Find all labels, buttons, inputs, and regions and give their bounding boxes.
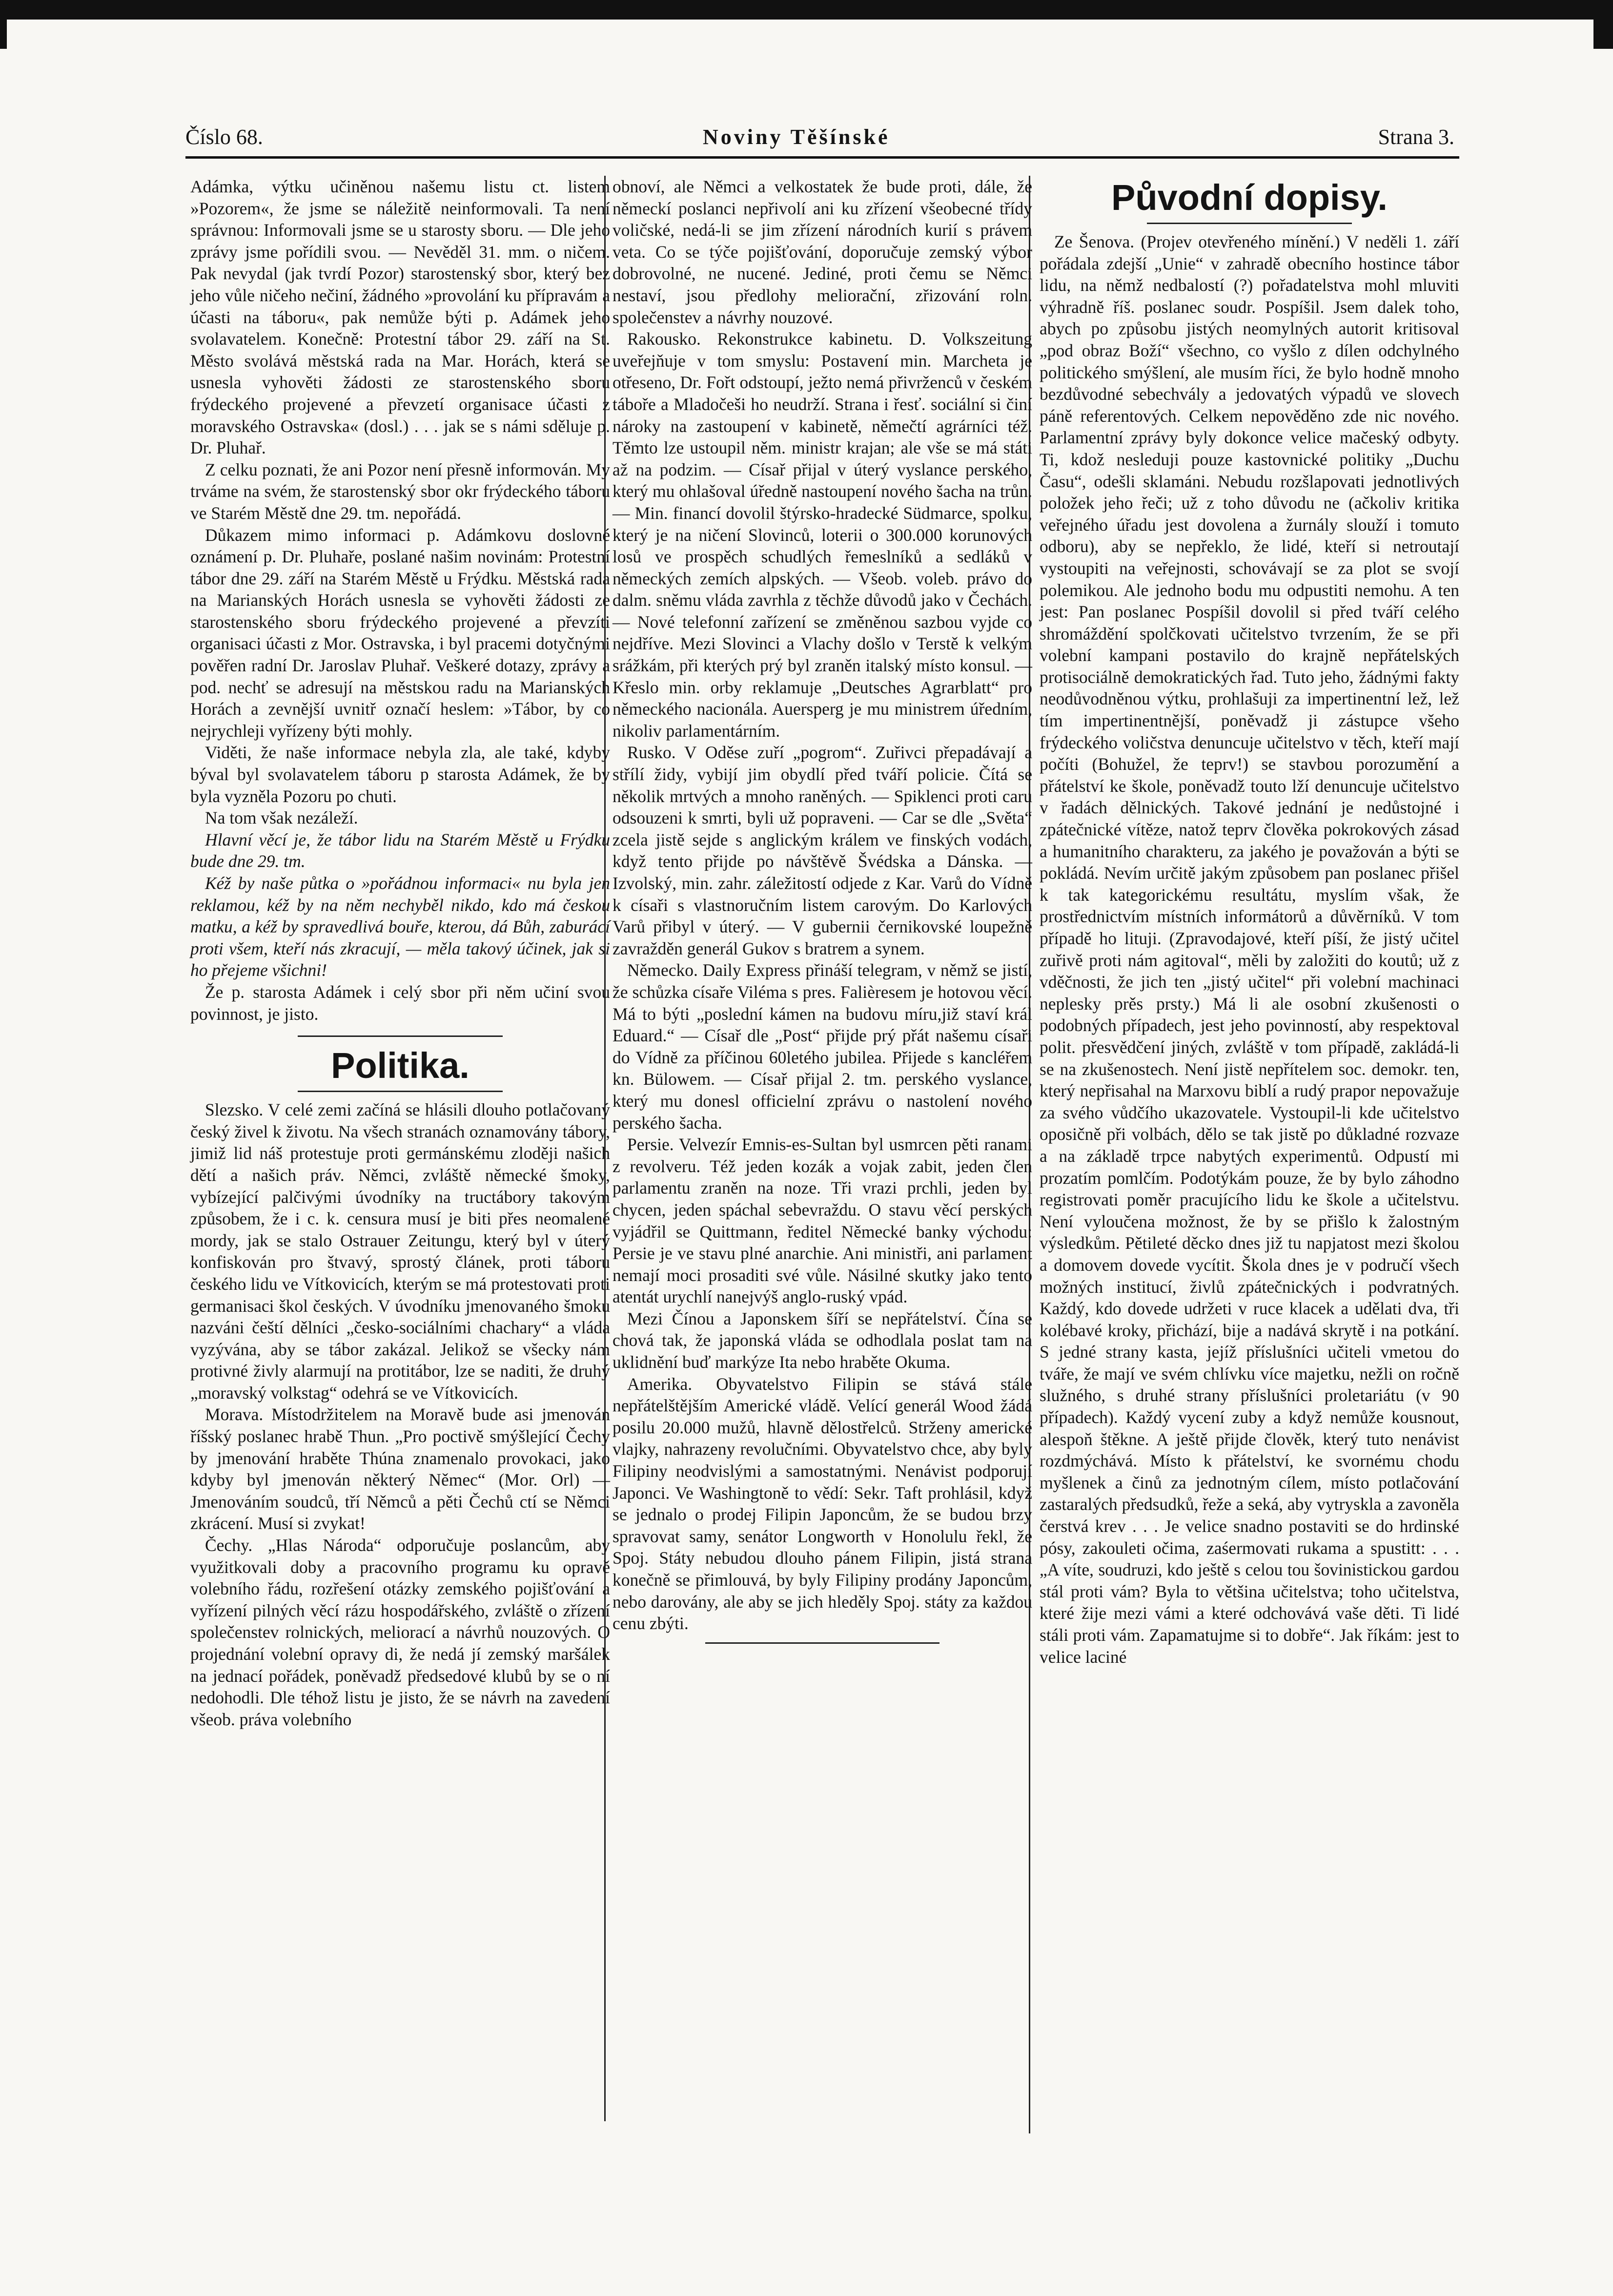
column-2	[613, 176, 1032, 1644]
article-paragraph: Z celku poznati, že ani Pozor není přesně informován. My trváme na svém, že starostenský sbor okr frýdeckého táboru ve Starém Městě dne 29. tm. nepořádá.	[190, 459, 610, 523]
article-paragraph: Ze Šenova. (Projev otevřeného mínění.) V neděli 1. září pořádala zdejší „Unie“ v zahradě obecního hostince tábor lidu, na němž nedbalostí (?) pořadatelstva mohl mluviti výhradně říš. poslanec soudr. Pospíšil. Jsem dalek toho, abych po způsobu jistých neomylných autorit kritisoval „pod obraz Boží“ všechno, co vyšlo z dílen odchylného politického smýšlení, ale musím říci, že bylo hodně mnoho bezdůvodné sebechvály a jedovatých výpadů ve slovech páně referentových. Celkem nepověděno zde nic nového. Parlamentní zprávy byly dokonce velice mačeský odbyty. Ti, kdož nesleduji pouze kastovnické politiky „Duchu Času“, odešli sklamáni. Nebudu rozšlapovati jednotlivých položek jeho řeči; už z toho důvodu ne (ačkoliv kritika veřejného úřadu jest dovolena a žurnály slouží i tomuto odboru), aby se nepřeklo, že lidé, kteří si netroutají vystoupiti na veřejnosti, schovávají se za plot se svojí polemikou. Ale jednoho bodu mu odpustiti nemohu. A ten jest: Pan poslanec Pospíšil dovolil si před tváří celého shromáždění spolčkovati učitelstvo tvrzením, že se při volební kampani postavilo do krajně nepřátelských protisociálně demokratických řad. Tuto jeho, žádnými fakty neodůvodněnou výtku, prohlašuji za impertinentní lež, lež tím impertinentnější, poněvadž ji zástupce všeho frýdeckého voličstva denuncuje učitelstvo v těch, kteří mají počíti (Bohužel, že teprv!) se stavbou porozumění a přátelství ke škole, poněvadž touto lží denuncuje učitelstvo v řadách dělnických. Takové jednání je nedůstojné i zpátečnické vítěze, natož teprv člověka pokrokových zásad a humanitního charakteru, za jakého je považován a býti se pokládá. Nevím určitě jakým způsobem pan poslanec přišel k tak kategorickému resultátu, myslím však, že prostřednictvím místních informátorů a důvěrníků. V tom případě ho lituji. (Zpravodajové, kteří píší, že jistý učitel zuřivě proti nám agitoval“, měli by založiti do koutů; už z vděčnosti, že jich ten „jistý učitel“ při volební machinaci neplesky prěs prsty.) Má li ale osobní zkušenosti o podobných případech, jest jeho povinností, aby respektoval polit. přesvědčení jiných, zvláště v tom případě, zakládá-li se na zkušenostech. Není jistě nepřítelem soc. demokr. ten, který nepřisahal na Marxovu biblí a rudý prapor nepovažuje za svého vůdčího ukazovatele. Vystoupil-li kde učitelstvo oposičně při volbách, dělo se tak jistě po důkladné rozvaze a na základě trpce nabytých experimentů. Odpustí mi prozatím pomlčím. Podotýkám pouze, že by bylo záhodno registrovati poměr pracujícího lidu ke škole a učitelstvu. Není vyloučena možnost, že by se přišlo k žalostným výsledkům. Pětileté děcko dnes již tu napjatost mezi školou a domovem dovede vycítit. Škola dnes je v područí všech možných institucí, živlů zpátečnických i podvratných. Každý, kdo dovede udržeti v ruce klacek a udělati dva, tři kolébavé kroky, přichází, bije a nadává skrytě i na potkání. S jedné strany kasta, jejíž příslušníci učiteli vmetou do tváře, že mají ve svém chlívku více majetku, nežli on ročně služného, s druhé strany příslušníci proletariátu (v 90 případech). Každý vycení zuby a když nemůže kousnout, alespoň štěkne. A ještě přijde člověk, který tuto nenávist rozdmýchává. Místo k přátelství, ke svornému chodu myšlenek a činů za jednotným cílem, místo potlačování zastaralých předsudků, řeže a seká, aby vytryskla a zavoněla čerstvá krev . . . Je velice snadno postaviti se do hrdinské pósy, zakouleti očima, zaśermovati rukama a spustitt: . . . „A víte, soudruzi, kdo ještě s celou tou šovinistickou gardou stál proti vám? Byla to většina učitelstva; toho učitelstva, které žije mezi vámi a které odchovává vaše děti. Ti lidé stáli proti vám. Zapamatujme si to dobře“. Jak říkám: jest to velice laciné	[1040, 232, 1459, 1667]
article-paragraph: Na tom však nezáleží.	[205, 808, 358, 828]
header-rule	[185, 156, 1459, 159]
article-paragraph: Morava. Místodržitelem na Moravě bude asi jmenován říšský poslanec hrabě Thun. „Pro poctivě smýšlející Čechy by jmenování hraběte Thúna znamenalo provokaci, jako kdyby byl jmenován některý Němec“ (Mor. Orl) — Jmenováním soudců, tří Němců a pěti Čechů ctí se Němci zkrácení. Musí si zvykat!	[190, 1405, 610, 1533]
article-paragraph: Kéž by naše půtka o »pořádnou informaci« nu byla jen reklamou, kéž by na něm nechyběl nikdo, kdo má českou matku, a kéž by spravedlivá bouře, kterou, dá Bůh, zaburácí proti všem, kteří nás zkracují, — měla takový účinek, jak si ho přejeme všichni!	[190, 873, 610, 980]
section-rule	[1147, 223, 1352, 224]
article-paragraph: Hlavní věcí je, že tábor lidu na Starém Městě u Frýdku bude dne 29. tm.	[190, 829, 610, 871]
article-paragraph: Rakousko. Rekonstrukce kabinetu. D. Volkszeitung uveřejňuje v tom smyslu: Postavení min. Marcheta je otřeseno, Dr. Fořt odstoupí, ježto nemá přivrženců v českém táboře a Mladočeši ho neudrží. Strana i řesť. sociální si činí nároky na zastoupení v kabinetě, němečtí agrárníci též. Těmto lze ustoupil něm. ministr krajan; ale vše se má státi až na podzim. — Císař přijal v úterý vyslance perského, který mu ohlašoval úředně nastoupení nového šacha na trůn. — Min. financí dovolil štýrsko-hradecké Südmarce, spolku, který je na ničení Slovinců, loterii o 300.000 korunových losů ve prospěch schudlých řemeslníků a sedláků v německých zemích alpských. — Všeob. voleb. právo do dalm. sněmu vláda zavrhla z těchže důvodů jako v Čechách. — Nové telefonní zařízení se změněnou sazbou vyjde co nejdříve. Mezi Slovinci a Vlachy došlo v Terstě k velkým srážkám, při kterých prý byl zraněn italský místo konsul. — Křeslo min. orby reklamuje „Deutsches Agrarblatt“ pro německého nacionála. Auersperg je mu ministrem úředním, nikoliv parlamentárním.	[613, 329, 1032, 741]
page-number: Strana 3.	[1378, 125, 1454, 149]
scan-border-right	[1593, 0, 1613, 49]
section-title-politika: Politika.	[331, 1045, 470, 1086]
article-paragraph: Rusko. V Oděse zuří „pogrom“. Zuřivci přepadávají a střílí židy, vybijí jim obydlí před tváří policie. Čítá se několik mrtvých a mnoho raněných. — Spiklenci proti caru odsouzeni k smrti, byli už popraveni. — Car se dle „Světa“ zcela jistě sejde s anglickým králem ve finských vodách, když tento přijde po návštěvě Švédska a Dánska. — Izvolský, min. zahr. záležitostí odjede z Kar. Varů do Vídně k císaři s vlastnoručním listem carovým. Do Karlových Varů přibyl v úterý. — V gubernii černikovské loupežně zavražděn generál Gukov s bratrem a synem.	[613, 743, 1032, 958]
article-paragraph: Čechy. „Hlas Národa“ odporučuje poslancům, aby využitkovali doby a pracovního programu ku opravě volebního řádu, rozřešení otázky zemského pojišťování a vyřízení pilných věcí rázu hospodářského, zvláště o zřízení společenstev rolnických, meliorací a návrhů nouzových. O projednání volební opravy di, že nedá jí zemský maršálek na jednací pořádek, poněvadž předsedové klubů by se o ní nedohodli. Dle téhož listu je jisto, že se návrh na zavedení všeob. práva volebního	[190, 1535, 610, 1729]
article-paragraph: Německo. Daily Express přináší telegram, v němž se jistí, že schůzka císaře Viléma s pres. Falièresem je hotovou věcí. Má to býti „poslední kámen na budovu míru,již staví král Eduard.“ — Císař dle „Post“ přijde prý přát našemu císaři do Vídně za příčinou 60letého jubilea. Přijede s kancléřem kn. Bülowem. — Císař přijal 2. tm. perského vyslance, který mu donesl officielní zprávu o nastolení nového perského šacha.	[613, 960, 1032, 1133]
article-paragraph: Že p. starosta Adámek i celý sbor při něm učiní svou povinnost, je jisto.	[190, 982, 610, 1024]
section-title-puvodni-dopisy: Původní dopisy.	[1111, 177, 1388, 218]
article-paragraph: obnoví, ale Němci a velkostatek že bude proti, dále, že německí poslanci nepřivolí ani ku zřízení všeobecné třídy voličské, nedá-li se jim zřízení národních kurií s právem veta. Co se týče pojišťování, doporučuje zemský výbor dobrovolné, ne nucené. Jediné, proti čemu se Němci nestaví, jsou předlohy meliorační, zřizování roln. společenstev a návrhy nouzové.	[613, 177, 1032, 327]
page-header	[185, 124, 1454, 154]
article-paragraph: Mezi Čínou a Japonskem šíří se nepřátelství. Čína se chová tak, že japonská vláda se odhodlala poslat tam na uklidnění buď markýze Ita nebo hraběte Okuma.	[613, 1308, 1032, 1372]
issue-number: Číslo 68.	[185, 125, 263, 149]
scan-border-top	[0, 0, 1613, 20]
article-paragraph: Adámka, výtku učiněnou našemu listu ct. listem »Pozorem«, že jsme se náležitě neinformovali. Ta není správnou: Informovali jsme se u starosty sboru. — Dle jeho zprávy jsme pořídili svou. — Nevěděl 31. mm. o ničem. Pak nevydal (jak tvrdí Pozor) starostenský sbor, který bez jeho vůle ničeho nečiní, žádného »provolání ku přípravám a účasti na táboru«, pak nemůže býti p. Adámek jeho svolavatelem. Konečně: Protestní tábor 29. září na St. Město svolává městská rada na Mar. Horách, která se usnesla vyhověti žádosti ze starostenského sboru frýdeckého projevené a převzetí organisace účasti z moravského Ostravska« (dosl.) . . . jak se s námi sděluje p. Dr. Pluhař.	[190, 177, 610, 458]
column-3	[1040, 176, 1459, 1668]
column-1	[190, 176, 610, 1730]
article-paragraph: Slezsko. V celé zemi začíná se hlásili dlouho potlačovaný český živel k životu. Na všech stranách oznamovány tábory, jimiž lid náš protestuje proti germánskému zloději našich dětí a našich práv. Němci, zvláště německé šmoky, vybízející palčivými úvodníky na tructábory takovým způsobem, že i c. k. censura musí je biti přes neomalené mordy, jak se stalo Ostrauer Zeitungu, který byl v úterý konfiskován pro štvavý, sprostý článek, proti táboru českého lidu ve Vítkovicích, kterým se má protestovati proti germanisaci škol českých. V úvodníku jmenovaného šmoku nazváni čeští dělníci „česko-sociálními chachary“ a vláda vyzývána, aby se tábor zakázal. Jelikož se všecky nám protivné živly alarmují na protitábor, lze se naditi, že druhý „moravský volkstag“ odehrá se ve Vítkovicích.	[190, 1100, 610, 1403]
article-paragraph: Amerika. Obyvatelstvo Filipin se stává stále nepřátelštějším Americké vládě. Velící generál Wood žádá posilu 20.000 mužů, hlavně dělostřelců. Strženy americké vlajky, nahrazeny revolučními. Obyvatelstvo chce, aby byly Filipiny neodvislými a samostatnými. Nenávist podporují Japonci. Ve Washingtoně to vědí: Sekr. Taft prohlásil, když se jednalo o prodej Filipin Japoncům, že se budou brzy spravovat samy, senátor Longworth v Honolulu řekl, že Spoj. Státy nebudou dlouho pánem Filipin, jistá strana konečně se přimlouvá, by byly Filipiny prodány Japoncům, nebo darovány, ale aby se jich hleděly Spoj. státy za každou cenu zbýti.	[613, 1374, 1032, 1634]
scan-border-left	[0, 0, 7, 49]
section-rule	[298, 1091, 503, 1092]
newspaper-title: Noviny Těšínské	[703, 125, 890, 149]
article-paragraph: Viděti, že naše informace nebyla zla, ale také, kdyby býval byl svolavatelem táboru p starosta Adámek, že by byla vyzněla Pozoru po chuti.	[190, 743, 610, 806]
section-rule	[298, 1035, 503, 1037]
article-paragraph: Důkazem mimo informaci p. Adámkovu doslovné oznámení p. Dr. Pluhaře, poslané našim novinám: Protestní tábor dne 29. září na Starém Městě u Frýdku. Městská rada na Marianských Horách usnesla se vyhověti žádosti ze starostenského sboru frýdeckého projevené a převzíti organisaci účasti z Mor. Ostravska, i byl pracemi dotyčnými pověřen radní Dr. Jaroslav Pluhař. Veškeré dotazy, zprávy a pod. nechť se adresují na městskou radu na Marianských Horách a zevnější uvnitř označí heslem: »Tábor, by co nejrychleji vyřízeny býti mohly.	[190, 525, 610, 741]
article-paragraph: Persie. Velvezír Emnis-es-Sultan byl usmrcen pěti ranami z revolveru. Též jeden kozák a vojak zabit, jeden člen parlamentu zraněn na noze. Tři vrazi prchli, jeden byl chycen, jeden spáchal sebevraždu. O stavu věcí perských vyjádřil se Quittmann, ředitel Německé banky východu: Persie je ve stavu plné anarchie. Ani ministři, ani parlament nemají moci prosaditi své vůle. Násilné skutky jako tento atentát urychlí nanejvýš anglo-ruský vpád.	[613, 1135, 1032, 1307]
article-end-rule	[705, 1642, 939, 1644]
